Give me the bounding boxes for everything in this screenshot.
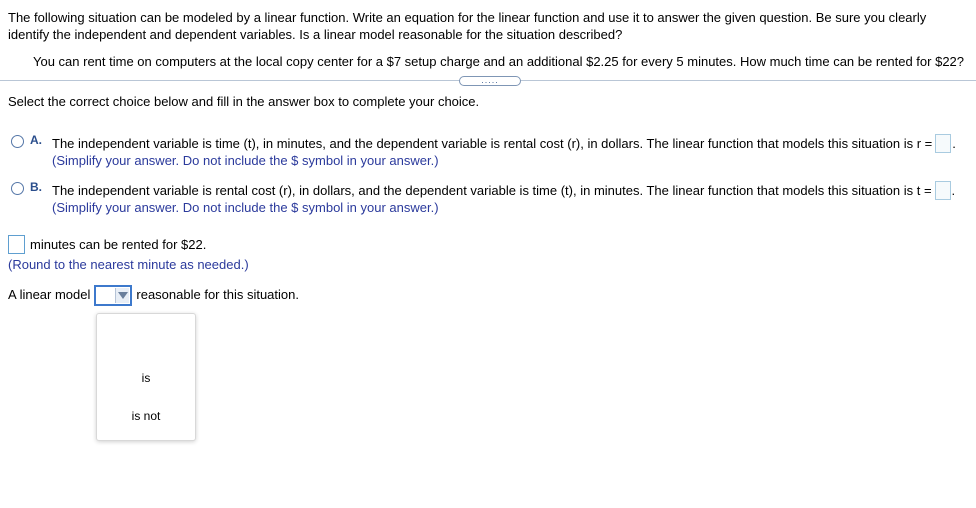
menu-option-is-not[interactable]: is not: [131, 409, 161, 423]
question-prompt: The following situation can be modeled by a linear function. Write an equation for the linear function and use it to answer the given question. Be sure you clearly identify the independent and dependent variables. Is a linear model reasonable for the situation described?: [8, 10, 927, 42]
choice-b-answer-box[interactable]: [935, 181, 951, 200]
instruction-text: Select the correct choice below and fill in the answer box to complete your choice.: [8, 94, 480, 109]
model-row: [8, 285, 299, 306]
minutes-answer-box[interactable]: [8, 235, 25, 254]
choice-b-letter: B.: [30, 180, 42, 194]
chevron-down-icon[interactable]: [115, 288, 129, 303]
choice-b-radio[interactable]: [11, 182, 24, 195]
minutes-text: minutes can be rented for $22.: [30, 237, 207, 252]
choice-b-period: .: [951, 183, 956, 198]
menu-option-is[interactable]: is: [141, 371, 151, 385]
model-dropdown[interactable]: [94, 285, 132, 306]
choice-a-text-line: [52, 134, 956, 153]
model-prefix: A linear model: [8, 287, 91, 302]
choice-a-answer-box[interactable]: [935, 134, 951, 153]
minutes-row: [8, 235, 206, 254]
choice-a-text: The independent variable is time (t), in minutes, and the dependent variable is rental cost (r), in dollars. The linear function that models this situation is r =: [52, 136, 933, 151]
choice-a-letter: A.: [30, 133, 42, 147]
choice-a-period: .: [952, 136, 956, 151]
scenario-text: You can rent time on computers at the local copy center for a $7 setup charge and an additional $2.25 for every 5 minutes. How much time can be rented for $22?: [33, 54, 965, 69]
choice-b-text: The independent variable is rental cost (r), in dollars, and the dependent variable is time (t), in minutes. The linear function that models this situation is t =: [52, 183, 932, 198]
expand-button[interactable]: .....: [459, 76, 521, 86]
choice-b-hint: (Simplify your answer. Do not include the $ symbol in your answer.): [52, 200, 439, 215]
dropdown-menu: [96, 313, 196, 441]
minutes-hint: (Round to the nearest minute as needed.): [8, 257, 249, 272]
choice-b-text-line: [52, 181, 955, 200]
model-suffix: reasonable for this situation.: [136, 287, 299, 302]
choice-a-radio[interactable]: [11, 135, 24, 148]
choice-a-hint: (Simplify your answer. Do not include the $ symbol in your answer.): [52, 153, 439, 168]
